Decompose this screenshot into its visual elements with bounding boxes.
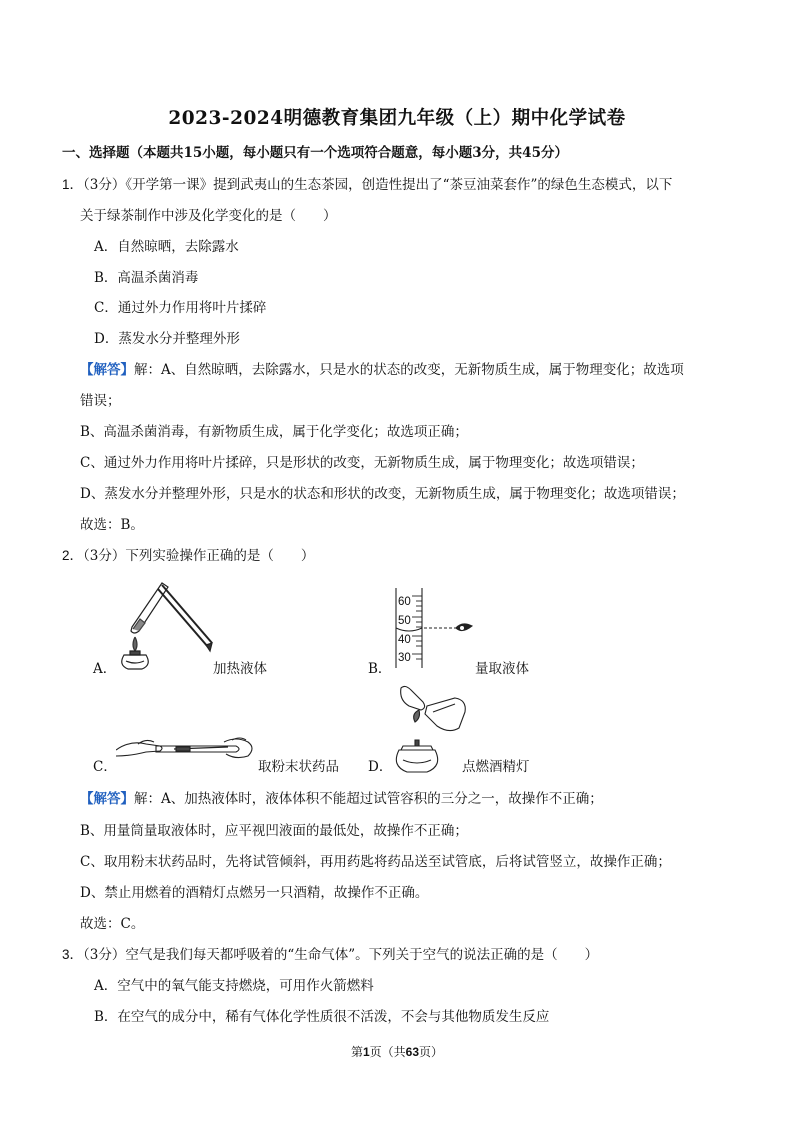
q1-answer-line-4: C、通过外力作用将叶片揉碎，只是形状的改变，无新物质生成，属于物理变化；故选项错误； [80, 455, 644, 471]
q1-answer-line-1 [80, 361, 684, 379]
footer-suffix: 页） [419, 1045, 444, 1059]
cylinder-tick-50: 50 [398, 615, 411, 627]
footer-middle: 页（共 [369, 1045, 406, 1059]
q1-number: 1． [62, 177, 84, 192]
q3-stem-line [62, 946, 598, 964]
figure-lighting-alcohol-lamp [393, 684, 473, 776]
cylinder-tick-40: 40 [398, 634, 411, 646]
q1-stem-line-1 [62, 176, 672, 194]
q2-answer-line-2: B、用量筒量取液体时，应平视凹液面的最低处，故操作不正确； [80, 823, 468, 839]
q1-answer-line-2: 错误； [80, 393, 121, 409]
q1-option-d: D．蒸发水分并整理外形 [94, 331, 240, 347]
footer-total-pages: 63 [405, 1045, 420, 1059]
q2-answer-tag: 【解答】 [80, 791, 134, 807]
footer-prefix: 第 [350, 1045, 363, 1059]
figure-heating-liquid [118, 575, 218, 673]
q2-stem-line [62, 547, 314, 565]
footer-page-number: 1 [362, 1045, 370, 1059]
q3-option-b: B．在空气的成分中，稀有气体化学性质很不活泼，不会与其他物质发生反应 [94, 1009, 550, 1025]
page-footer [0, 1043, 794, 1060]
q2-answer-line-3: C、取用粉末状药品时，先将试管倾斜，再用药匙将药品送至试管底，后将试管竖立，故操作正确； [80, 854, 671, 870]
q1-option-b: B．高温杀菌消毒 [94, 270, 199, 286]
section-heading: 一、选择题（本题共15小题，每小题只有一个选项符合题意，每小题3分，共45分） [62, 145, 568, 161]
q3-option-a: A．空气中的氧气能支持燃烧，可用作火箭燃料 [94, 978, 374, 994]
q2-option-d-letter: D． [368, 759, 393, 775]
q1-answer-text-1: 解：A、自然晾晒，去除露水，只是水的状态的改变，无新物质生成，属于物理变化；故选项 [134, 362, 684, 378]
q1-option-a: A．自然晾晒，去除露水 [94, 239, 239, 255]
q1-answer-line-6: 故选：B。 [80, 517, 144, 533]
q2-number: 2． [62, 548, 84, 563]
q2-answer-text-1: 解：A、加热液体时，液体体积不能超过试管容积的三分之一，故操作不正确； [134, 791, 603, 807]
q3-stem-text: （3分）空气是我们每天都呼吸着的“生命气体”。下列关于空气的说法正确的是（ ） [83, 947, 599, 963]
q2-answer-line-1 [80, 790, 603, 808]
q2-option-a-letter: A． [93, 661, 117, 677]
page-title: 2023-2024明德教育集团九年级（上）期中化学试卷 [168, 108, 626, 129]
q1-stem-line-2: 关于绿茶制作中涉及化学变化的是（ ） [80, 208, 337, 224]
q1-answer-line-3: B、高温杀菌消毒，有新物质生成，属于化学变化；故选项正确； [80, 424, 468, 440]
q1-answer-line-5: D、蒸发水分并整理外形，只是水的状态和形状的改变，无新物质生成，属于物理变化；故选项错误； [80, 486, 685, 502]
q2-option-c-letter: C． [93, 759, 117, 775]
q1-answer-tag: 【解答】 [80, 362, 134, 378]
q3-number: 3． [62, 947, 84, 962]
q2-option-d-caption: 点燃酒精灯 [462, 759, 530, 775]
q2-option-b-letter: B． [368, 661, 392, 677]
q2-stem-text: （3分）下列实验操作正确的是（ ） [83, 548, 315, 564]
q2-answer-line-5: 故选：C。 [80, 916, 145, 932]
q1-stem-text-1: （3分）《开学第一课》提到武夷山的生态茶园，创造性提出了“茶豆油菜套作”的绿色生态模式，以下 [83, 177, 673, 193]
q2-option-c-caption: 取粉末状药品 [258, 759, 339, 775]
figure-taking-powder [116, 732, 256, 766]
cylinder-tick-60: 60 [398, 596, 411, 608]
q1-option-c: C．通过外力作用将叶片揉碎 [94, 300, 267, 316]
q2-answer-line-4: D、禁止用燃着的酒精灯点燃另一只酒精，故操作不正确。 [80, 885, 429, 901]
q2-option-a-caption: 加热液体 [213, 661, 267, 677]
cylinder-tick-30: 30 [398, 652, 411, 664]
q2-option-b-caption: 量取液体 [475, 661, 529, 677]
